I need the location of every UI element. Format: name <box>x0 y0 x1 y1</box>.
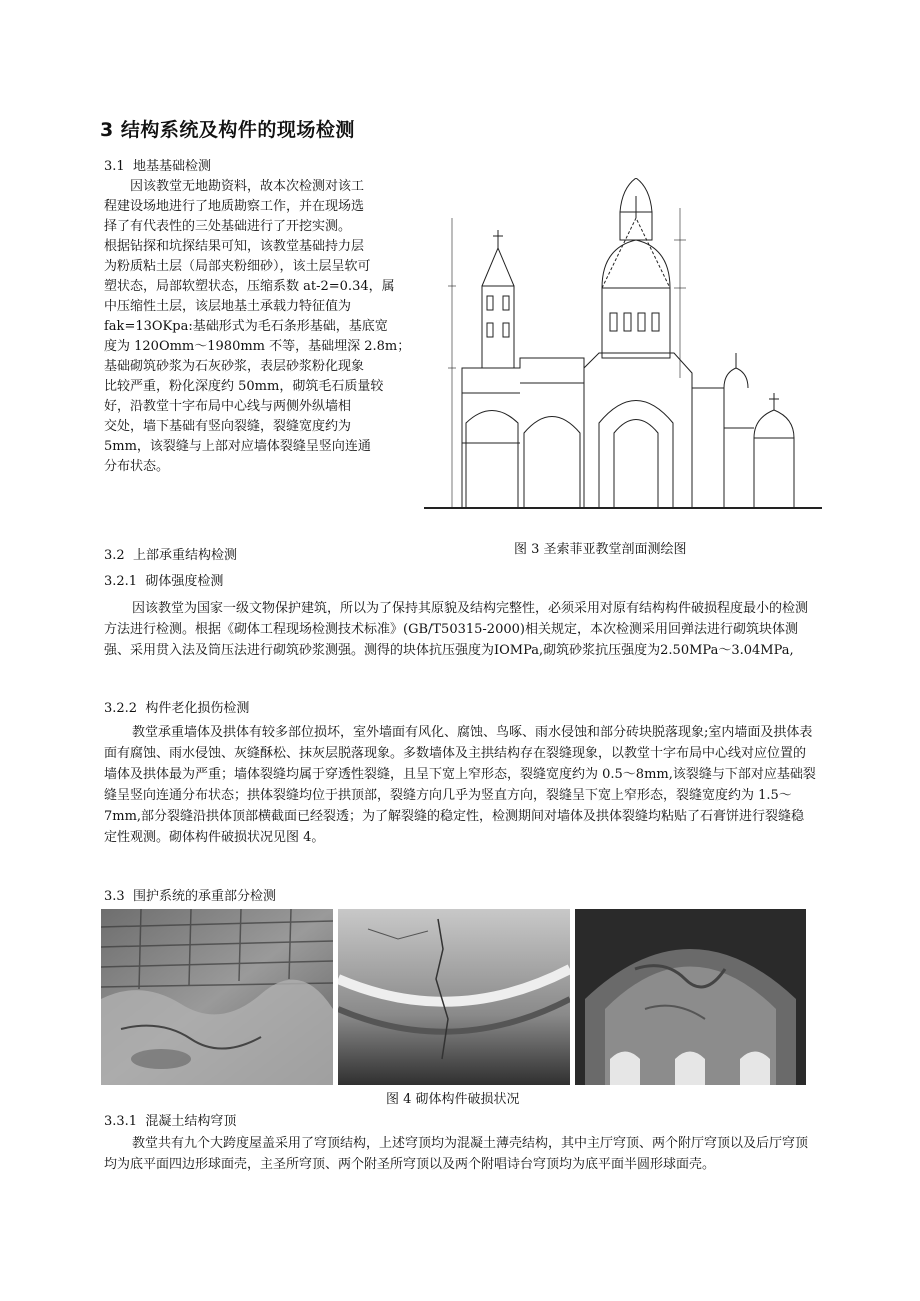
text-line: 择了有代表性的三处基础进行了开挖实测。 <box>104 219 352 234</box>
subsection-3-2-2-heading <box>104 697 249 716</box>
subsection-3-3-title: 围护系统的承重部分检测 <box>132 889 276 904</box>
text-line: 比较严重，粉化深度约 50mm，砌筑毛石质量较 <box>104 379 384 394</box>
cathedral-section-drawing <box>424 178 822 512</box>
text-line: 为粉质粘土层（局部夹粉细砂），该土层呈软可 <box>104 259 371 274</box>
text-line: 好，沿教堂十字布局中心线与两侧外纵墙相 <box>104 399 352 414</box>
text-line: 度为 120Omm～1980mm 不等，基础埋深 2.8m； <box>104 339 411 354</box>
text-line: 5mm，该裂缝与上部对应墙体裂缝呈竖向连通 <box>104 439 371 454</box>
damaged-brick-wall-photo <box>101 909 333 1085</box>
subsection-3-2-1-heading <box>104 570 223 589</box>
subsection-3-3-1-body: 教堂共有九个大跨度屋盖采用了穹顶结构，上述穹顶均为混凝土薄壳结构，其中主厅穹顶、两个附厅穹顶以及后厅穹顶均为底平面四边形球面壳，主圣所穹顶、两个附圣所穹顶以及两个附唱诗台穹顶均为底平面半圆形球面壳。 <box>104 1136 809 1172</box>
subsection-3-3-1-number: 3.3.1 <box>104 1114 138 1129</box>
text-line: 分布状态。 <box>104 459 170 474</box>
text-line: 交处，墙下基础有竖向裂缝，裂缝宽度约为 <box>104 419 352 434</box>
subsection-3-2-1-title: 砌体强度检测 <box>145 574 224 589</box>
subsection-3-2-1-number: 3.2.1 <box>104 574 138 589</box>
text-line: 程建设场地进行了地质勘察工作，并在现场选 <box>104 199 365 214</box>
text-line: 根据钻探和坑探结果可知，该教堂基础持力层 <box>104 239 365 254</box>
text-line: 塑状态，局部软塑状态，压缩系数 at-2=0.34，属 <box>104 279 395 294</box>
dome-interior-photo <box>575 909 806 1085</box>
subsection-3-1-heading <box>104 155 211 174</box>
figure-4-caption: 图 4 砌体构件破损状况 <box>386 1092 520 1107</box>
subsection-3-1-number: 3.1 <box>104 159 125 174</box>
subsection-3-2-heading <box>104 544 237 563</box>
text-line: 基础砌筑砂浆为石灰砂浆，表层砂浆粉化现象 <box>104 359 365 374</box>
cracked-arch-photo <box>338 909 570 1085</box>
subsection-3-2-2-body: 教堂承重墙体及拱体有较多部位损坏，室外墙面有风化、腐蚀、鸟啄、雨水侵蚀和部分砖块脱落现象;室内墙面及拱体表面有腐蚀、雨水侵蚀、灰缝酥松、抹灰层脱落现象。多数墙体及主拱结构存在裂缝现象，以教堂十字布局中心线对应位置的墙体及拱体最为严重；墙体裂缝均属于穿透性裂缝，且呈下宽上窄形态，裂缝宽度约为 0.5～8mm,该裂缝与下部对应基础裂缝呈竖向连通分布状态；拱体裂缝均位于拱顶部，裂缝方向几乎为竖直方向，裂缝呈下宽上窄形态，裂缝宽度约为 1.5～7mm,部分裂缝沿拱体顶部横截面已经裂透；为了解裂缝的稳定性，检测期间对墙体及拱体裂缝均粘贴了石膏饼进行裂缝稳定性观测。砌体构件破损状况见图 4。 <box>104 725 816 845</box>
subsection-3-3-1-title: 混凝土结构穹顶 <box>145 1114 237 1129</box>
subsection-3-2-1-body: 因该教堂为国家一级文物保护建筑，所以为了保持其原貌及结构完整性，必须采用对原有结构构件破损程度最小的检测方法进行检测。根据《砌体工程现场检测技术标准》(GB/T50315-2000)相关规定，本次检测采用回弹法进行砌筑块体测强、采用贯入法及筒压法进行砌筑砂浆测强。测得的块体抗压强度为IOMPa,砌筑砂浆抗压强度为2.50MPa～3.04MPa, <box>104 601 809 658</box>
subsection-3-2-title: 上部承重结构检测 <box>132 548 237 563</box>
subsection-3-3-1-heading <box>104 1110 236 1129</box>
subsection-3-1-title: 地基基础检测 <box>132 159 211 174</box>
text-line: 中压缩性土层，该层地基土承载力特征值为 <box>104 299 352 314</box>
text-line: fak=13OKpa:基础形式为毛石条形基础，基底宽 <box>104 319 388 334</box>
subsection-3-2-2-number: 3.2.2 <box>104 701 138 716</box>
subsection-3-2-number: 3.2 <box>104 548 125 563</box>
subsection-3-3-heading <box>104 885 276 904</box>
section-heading: 3 结构系统及构件的现场检测 <box>100 119 355 141</box>
subsection-3-3-number: 3.3 <box>104 889 125 904</box>
subsection-3-1-body <box>104 177 422 477</box>
subsection-3-2-2-title: 构件老化损伤检测 <box>145 701 250 716</box>
figure-3-caption: 图 3 圣索菲亚教堂剖面测绘图 <box>514 542 687 557</box>
text-line: 因该教堂无地勘资料，故本次检测对该工 <box>130 179 365 194</box>
